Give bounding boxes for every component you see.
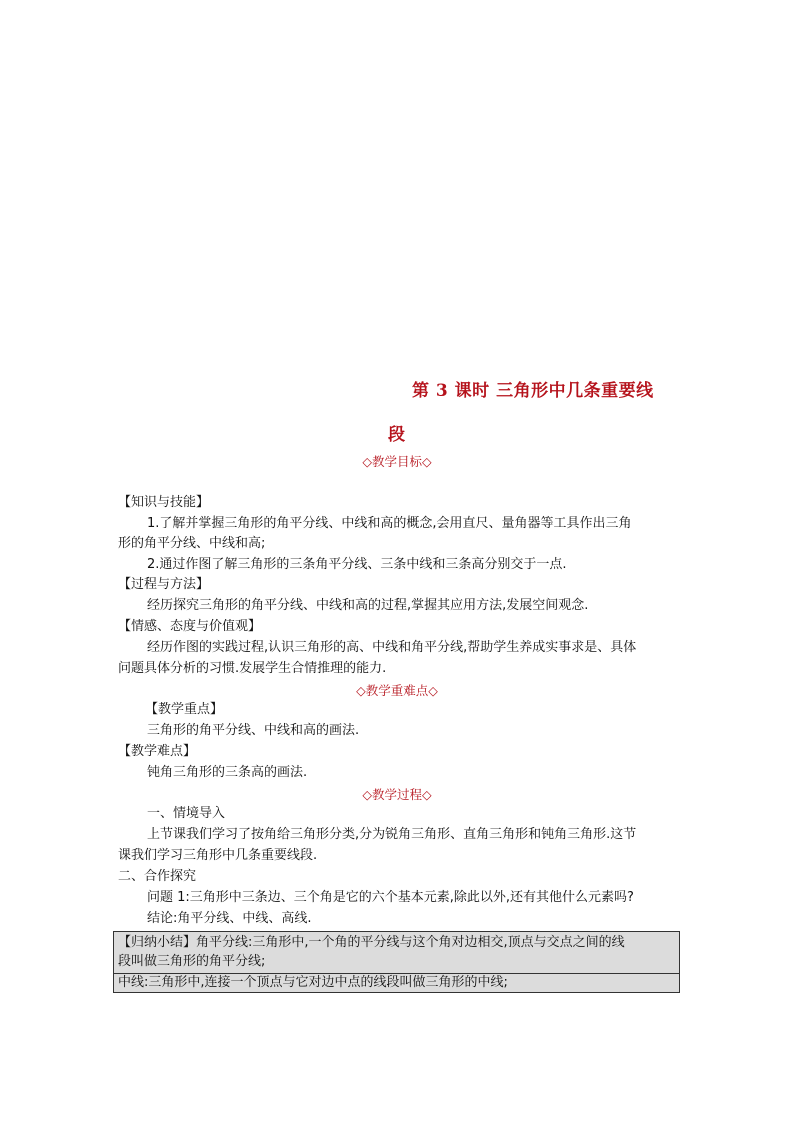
section-teaching-goals: ◇教学目标◇ bbox=[362, 454, 432, 469]
process-step-1a: 上节课我们学习了按角给三角形分类,分为锐角三角形、直角三角形和钝角三角形.这节 bbox=[147, 827, 637, 842]
lesson-title-line1: 第 3 课时 三角形中几条重要线 bbox=[412, 381, 654, 401]
process-question-1: 问题 1:三角形中三条边、三个角是它的六个基本元素,除此以外,还有其他什么元素吗? bbox=[147, 890, 634, 905]
goal-emotion-1a: 经历作图的实践过程,认识三角形的高、中线和角平分线,帮助学生养成实事求是、具体 bbox=[147, 640, 637, 655]
goal-emotion-1b: 问题具体分析的习惯.发展学生合情推理的能力. bbox=[118, 661, 387, 676]
section-teaching-process: ◇教学过程◇ bbox=[362, 787, 432, 802]
summary-row-2: 段叫做三角形的角平分线; bbox=[118, 954, 266, 969]
heading-emotion-values: 【情感、态度与价值观】 bbox=[118, 619, 262, 634]
goal-knowledge-2: 2.通过作图了解三角形的三条角平分线、三条中线和三条高分别交于一点. bbox=[147, 557, 567, 572]
summary-row-3: 中线:三角形中,连接一个顶点与它对边中点的线段叫做三角形的中线; bbox=[118, 975, 508, 990]
summary-box bbox=[113, 931, 680, 993]
summary-row-1: 【归纳小结】角平分线:三角形中,一个角的平分线与这个角对边相交,顶点与交点之间的线 bbox=[118, 935, 625, 950]
goal-knowledge-1b: 形的角平分线、中线和高; bbox=[118, 536, 266, 551]
goal-process-1: 经历探究三角形的角平分线、中线和高的过程,掌握其应用方法,发展空间观念. bbox=[147, 598, 589, 613]
goal-knowledge-1a: 1.了解并掌握三角形的角平分线、中线和高的概念,会用直尺、量角器等工具作出三角 bbox=[147, 516, 632, 531]
process-answer-1: 结论:角平分线、中线、高线. bbox=[147, 911, 312, 926]
heading-process-method: 【过程与方法】 bbox=[118, 577, 210, 592]
process-step-2-heading: 二、合作探究 bbox=[118, 869, 197, 884]
heading-teaching-difficulty: 【教学难点】 bbox=[118, 744, 197, 759]
teaching-difficulty-text: 钝角三角形的三条高的画法. bbox=[147, 765, 308, 780]
teaching-focus-text: 三角形的角平分线、中线和高的画法. bbox=[147, 723, 360, 738]
section-key-difficulties: ◇教学重难点◇ bbox=[356, 683, 438, 698]
heading-knowledge-skills: 【知识与技能】 bbox=[118, 495, 210, 510]
lesson-title-line2: 段 bbox=[388, 425, 405, 445]
heading-teaching-focus: 【教学重点】 bbox=[145, 702, 224, 717]
process-step-1-heading: 一、情境导入 bbox=[147, 806, 226, 821]
process-step-1b: 课我们学习三角形中几条重要线段. bbox=[118, 848, 318, 863]
